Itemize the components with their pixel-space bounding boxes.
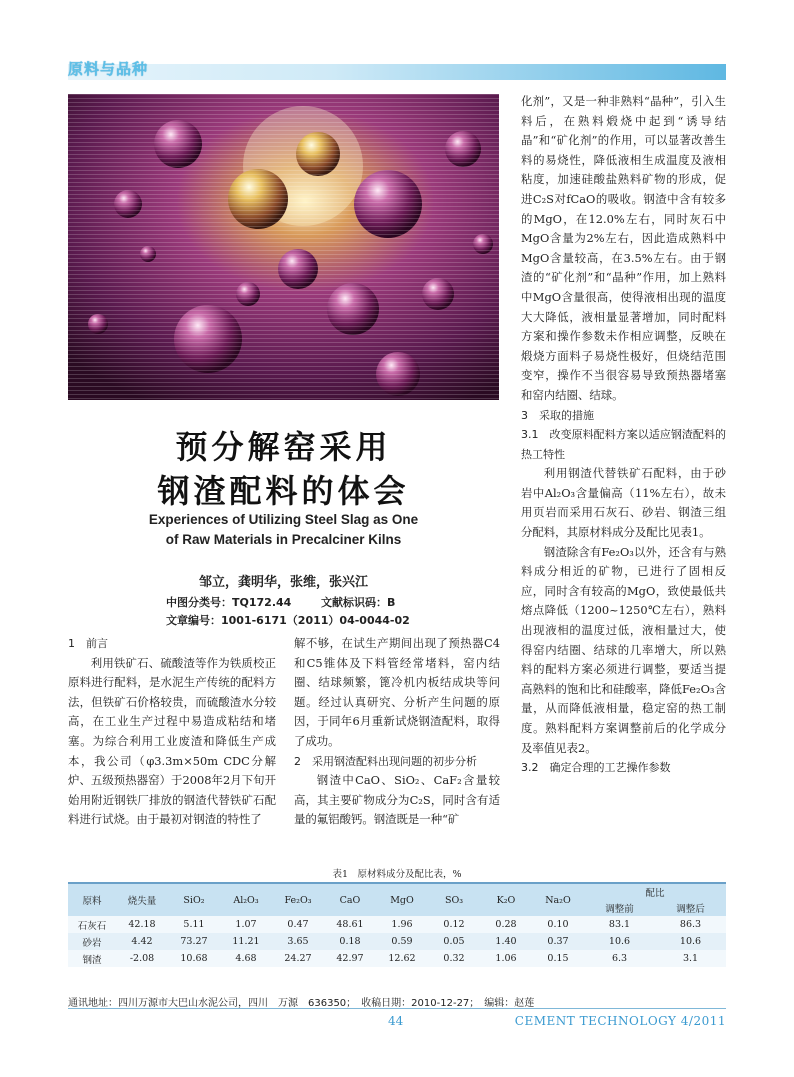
table-header-cell: 烧失量 — [116, 883, 168, 916]
paragraph: 化剂”，又是一种非熟料“晶种”，引入生料后，在熟料煅烧中起到“诱导结晶”和“矿化剂”的作用，可以显著改善生料的易烧性，降低液相生成温度及液相粘度，加速硅酸盐熟料矿物的形成，促进C₂S对fCaO的吸收。钢渣中含有较多的MgO，在12.0%左右，同时灰石中MgO含量为2%左右，因此造成熟料中MgO含量较高，在3.5%左右。由于钢渣的“矿化剂”和“晶种”作用，加上熟料中MgO含量很高，使得液相出现的温度大大降低，液相量显著增加，同时配料方案和操作参数未作相应调整，反映在煅烧方面料子易烧性极好，但烧结范围变窄，操作不当很容易导致预热器堵塞和窑内结圈、结球。 — [521, 94, 726, 402]
section-heading: 2 采用钢渣配料出现问题的初步分析 — [294, 754, 477, 768]
body-column-right — [521, 92, 726, 778]
page-number: 44 — [388, 1014, 404, 1028]
table-row — [68, 950, 726, 967]
paragraph: 钢渣除含有Fe₂O₃以外，还含有与熟料成分相近的矿物，已进行了固相反应，同时含有较高的MgO，致使最低共熔点降低（1200~1250℃左右），熟料出现液相的温度过低，液相量过大，使得窑内结圈、结球的几率增大，所以熟料的配料方案必须进行调整，要适当提高熟料的饱和比和硅酸率，降低Fe₂O₃含量，从而降低液相量，稳定窑的热工制度。熟料配料方案调整前后的化学成分及率值见表2。 — [521, 544, 726, 755]
table-cell: 0.37 — [532, 933, 584, 950]
table-header-row — [68, 883, 726, 900]
table-cell: 10.6 — [584, 933, 655, 950]
table-cell: 0.28 — [480, 916, 532, 933]
table-row — [68, 933, 726, 950]
table-cell: 钢渣 — [68, 950, 116, 967]
table-cell: 48.61 — [324, 916, 376, 933]
table-cell: 0.15 — [532, 950, 584, 967]
table-cell: 0.12 — [428, 916, 480, 933]
table-cell: 83.1 — [584, 916, 655, 933]
paragraph: 解不够，在试生产期间出现了预热器C4和C5锥体及下料管经常堵料，窑内结圈、结球频繁，篦冷机内板结成块等问题。经过认真研究、分析产生问题的原因，于同年6月重新试烧钢渣配料，取得了成功。 — [294, 636, 500, 748]
table-caption: 表1 原材料成分及配比表，% — [332, 869, 462, 880]
table-header-cell: 原料 — [68, 883, 116, 916]
table-cell: 石灰石 — [68, 916, 116, 933]
table-cell: 3.1 — [655, 950, 726, 967]
section-heading: 3 采取的措施 — [521, 408, 594, 422]
article-title-cn-line1: 预分解窑采用 — [175, 428, 392, 466]
table-header-cell: 配比 — [584, 883, 726, 900]
section-heading: 1 前言 — [68, 637, 108, 650]
table-cell: 0.47 — [272, 916, 324, 933]
table-header-cell: SiO₂ — [168, 883, 220, 916]
hero-illustration — [68, 94, 499, 400]
table-cell: 0.59 — [376, 933, 428, 950]
table-cell: 1.06 — [480, 950, 532, 967]
table-cell: 86.3 — [655, 916, 726, 933]
table-cell: 1.07 — [220, 916, 272, 933]
article-title-en-line2: of Raw Materials in Precalciner Kilns — [165, 532, 402, 547]
journal-name: CEMENT TECHNOLOGY 4/2011 — [514, 1014, 726, 1028]
section-header-bar — [68, 64, 726, 80]
table-cell: 5.11 — [168, 916, 220, 933]
doc-label: 文献标识码： — [321, 596, 387, 609]
clc-value: TQ172.44 — [232, 596, 292, 609]
table-header-cell: Na₂O — [532, 883, 584, 916]
table-cell: 6.3 — [584, 950, 655, 967]
classification-line — [166, 594, 395, 610]
table-header-cell: CaO — [324, 883, 376, 916]
table-cell: -2.08 — [116, 950, 168, 967]
abstract-spheres-image — [68, 94, 499, 400]
table-cell: 42.97 — [324, 950, 376, 967]
table-cell: 4.42 — [116, 933, 168, 950]
table-cell: 0.32 — [428, 950, 480, 967]
article-no-value: 1001-6171（2011）04-0044-02 — [221, 614, 410, 627]
table-cell: 11.21 — [220, 933, 272, 950]
section-heading: 3.2 确定合理的工艺操作参数 — [521, 761, 671, 775]
authors: 邹立，龚明华，张维，张兴江 — [198, 575, 368, 590]
footer-divider — [68, 1008, 726, 1009]
table-header-cell: MgO — [376, 883, 428, 916]
table-cell: 24.27 — [272, 950, 324, 967]
body-column-middle — [294, 634, 500, 830]
table-cell: 3.65 — [272, 933, 324, 950]
table-row — [68, 916, 726, 933]
article-title-en-line1: Experiences of Utilizing Steel Slag as One — [148, 512, 419, 527]
article-no-label: 文章编号： — [166, 614, 221, 627]
table-header-cell: Al₂O₃ — [220, 883, 272, 916]
section-heading: 3.1 改变原料配料方案以适应钢渣配料的热工特性 — [521, 428, 726, 461]
table-header-cell: K₂O — [480, 883, 532, 916]
table-cell: 10.68 — [168, 950, 220, 967]
clc-label: 中图分类号： — [166, 596, 232, 609]
article-title-cn-line2: 钢渣配料的体会 — [157, 472, 410, 510]
table-cell: 42.18 — [116, 916, 168, 933]
correspondence-footnote: 通讯地址：四川万源市大巴山水泥公司，四川 万源 636350； 收稿日期：2010-12-27； 编辑：赵莲 — [68, 998, 535, 1009]
paragraph: 利用铁矿石、硫酸渣等作为铁质校正原料进行配料，是水泥生产传统的配料方法，但铁矿石价格较贵，而硫酸渣水分较高，在工业生产过程中易造成粘结和堵塞。为综合利用工业废渣和降低生产成本，我公司（φ3.3m×50m CDC分解炉、五级预热器窑）于2008年2月下旬开始用附近钢铁厂排放的钢渣代替铁矿石配料进行试烧。由于最初对钢渣的特性了 — [68, 655, 276, 827]
table-cell: 10.6 — [655, 933, 726, 950]
table-body — [68, 916, 726, 967]
section-title: 原料与品种 — [68, 60, 149, 78]
table-cell: 4.68 — [220, 950, 272, 967]
table-cell: 1.96 — [376, 916, 428, 933]
table-cell: 砂岩 — [68, 933, 116, 950]
paragraph: 利用钢渣代替铁矿石配料，由于砂岩中Al₂O₃含量偏高（11%左右），故未用页岩而采用石灰石、砂岩、钢渣三组分配料，其原材料成分及配比见表1。 — [521, 466, 726, 540]
doc-value: B — [387, 596, 396, 609]
table-header-cell: SO₃ — [428, 883, 480, 916]
table-cell: 0.05 — [428, 933, 480, 950]
table-cell: 12.62 — [376, 950, 428, 967]
paragraph: 钢渣中CaO、SiO₂、CaF₂含量较高，其主要矿物成分为C₂S，同时含有适量的氟铝酸钙。钢渣既是一种“矿 — [294, 773, 500, 827]
table-subheader-cell: 调整前 — [584, 900, 655, 916]
table-cell: 0.18 — [324, 933, 376, 950]
body-column-left — [68, 634, 276, 830]
table-header-cell: Fe₂O₃ — [272, 883, 324, 916]
table-cell: 0.10 — [532, 916, 584, 933]
table-cell: 73.27 — [168, 933, 220, 950]
table-subheader-cell: 调整后 — [655, 900, 726, 916]
table-cell: 1.40 — [480, 933, 532, 950]
article-number-line — [166, 612, 410, 628]
material-composition-table — [68, 882, 726, 967]
